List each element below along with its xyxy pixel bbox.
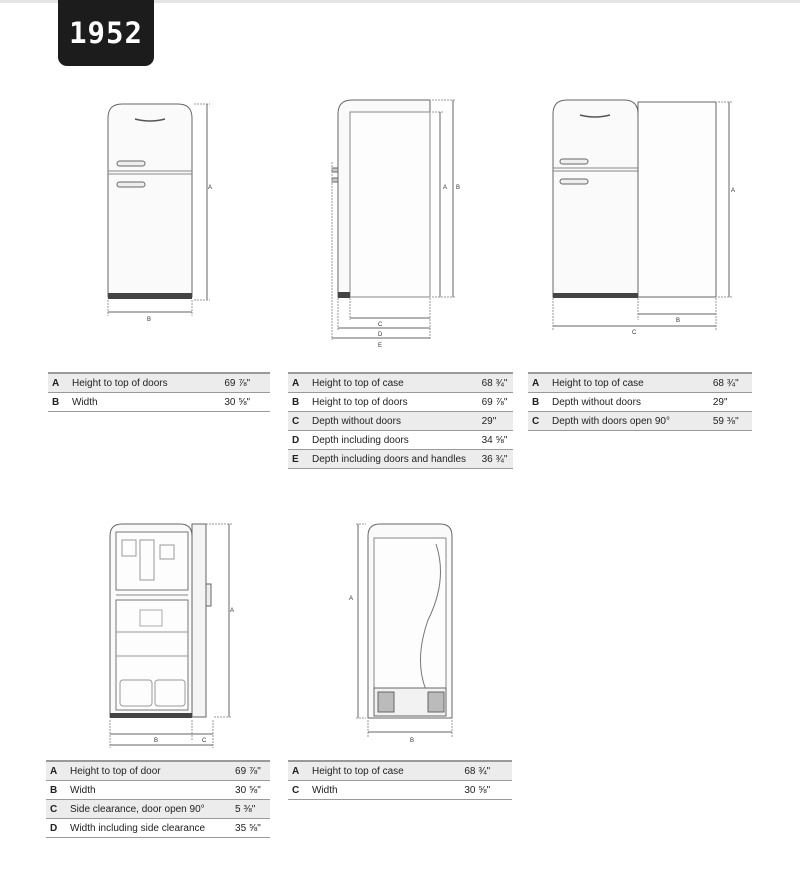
spec-key: C — [288, 412, 308, 431]
d3-label-b: B — [676, 318, 681, 324]
spec-value: 30 ⅝" — [231, 781, 270, 800]
spec-value: 30 ⅝" — [460, 781, 512, 800]
spec-key: B — [46, 781, 66, 800]
spec-row — [288, 450, 513, 469]
diagram-rear-view — [349, 524, 452, 744]
spec-label: Width — [68, 393, 220, 412]
spec-row — [288, 431, 513, 450]
d4-label-b: B — [154, 738, 159, 744]
spec-value: 35 ⅝" — [231, 819, 270, 838]
spec-label: Depth with doors open 90° — [548, 412, 709, 431]
d4-label-c: C — [202, 738, 207, 744]
spec-value: 29" — [478, 412, 513, 431]
spec-row — [288, 393, 513, 412]
spec-value: 68 ¾" — [460, 761, 512, 781]
diagram-side-view — [332, 100, 460, 349]
spec-table-front-closed — [48, 372, 270, 412]
spec-label: Depth including doors and handles — [308, 450, 478, 469]
spec-row — [528, 412, 752, 431]
spec-key: E — [288, 450, 308, 469]
spec-key: D — [46, 819, 66, 838]
spec-key: D — [288, 431, 308, 450]
diagram-interior-clearance — [110, 524, 234, 748]
spec-key: A — [528, 373, 548, 393]
spec-row — [46, 819, 270, 838]
d2-label-d: D — [378, 332, 383, 338]
spec-row — [288, 781, 512, 800]
spec-row — [46, 800, 270, 819]
spec-key: A — [46, 761, 66, 781]
spec-key: B — [288, 393, 308, 412]
d2-label-c: C — [378, 322, 383, 328]
spec-label: Depth including doors — [308, 431, 478, 450]
d1-label-a: A — [208, 185, 213, 191]
spec-key: B — [528, 393, 548, 412]
spec-value: 69 ⅞" — [231, 761, 270, 781]
spec-value: 68 ¾" — [709, 373, 752, 393]
spec-label: Height to top of case — [308, 373, 478, 393]
d1-label-b: B — [147, 317, 152, 323]
spec-label: Height to top of case — [548, 373, 709, 393]
d3-label-c: C — [632, 330, 637, 336]
spec-value: 36 ¾" — [478, 450, 513, 469]
spec-label: Width — [308, 781, 460, 800]
d3-label-a: A — [731, 188, 736, 194]
spec-value: 29" — [709, 393, 752, 412]
spec-value: 68 ¾" — [478, 373, 513, 393]
spec-row — [288, 373, 513, 393]
spec-row — [46, 781, 270, 800]
spec-label: Height to top of doors — [68, 373, 220, 393]
spec-key: A — [48, 373, 68, 393]
spec-value: 34 ⅝" — [478, 431, 513, 450]
spec-label: Height to top of doors — [308, 393, 478, 412]
spec-row — [48, 373, 270, 393]
spec-key: C — [288, 781, 308, 800]
spec-table-interior-clearance — [46, 760, 270, 838]
spec-value: 69 ⅞" — [478, 393, 513, 412]
spec-row — [288, 761, 512, 781]
d2-label-b: B — [456, 185, 461, 191]
diagram-front-closed — [108, 104, 212, 323]
spec-label: Side clearance, door open 90° — [66, 800, 231, 819]
d2-label-a: A — [443, 185, 448, 191]
spec-label: Height to top of case — [308, 761, 460, 781]
spec-key: B — [48, 393, 68, 412]
spec-key: C — [528, 412, 548, 431]
spec-value: 59 ⅜" — [709, 412, 752, 431]
spec-value: 69 ⅞" — [220, 373, 270, 393]
spec-key: C — [46, 800, 66, 819]
spec-row — [528, 373, 752, 393]
spec-table-rear-view — [288, 760, 512, 800]
spec-label: Depth without doors — [548, 393, 709, 412]
spec-label: Width including side clearance — [66, 819, 231, 838]
year-text: 1952 — [69, 16, 143, 50]
spec-value: 5 ⅜" — [231, 800, 270, 819]
d2-label-e: E — [378, 343, 383, 349]
spec-label: Width — [66, 781, 231, 800]
spec-label: Depth without doors — [308, 412, 478, 431]
spec-table-doors-open — [528, 372, 752, 431]
spec-key: A — [288, 373, 308, 393]
spec-label: Height to top of door — [66, 761, 231, 781]
spec-row — [288, 412, 513, 431]
diagram-doors-open — [553, 100, 735, 336]
spec-row — [46, 761, 270, 781]
spec-key: A — [288, 761, 308, 781]
d5-label-a: A — [349, 596, 354, 602]
spec-row — [48, 393, 270, 412]
d4-label-a: A — [230, 608, 235, 614]
d5-label-b: B — [410, 738, 415, 744]
spec-row — [528, 393, 752, 412]
spec-table-side-view — [288, 372, 513, 469]
spec-value: 30 ⅝" — [220, 393, 270, 412]
